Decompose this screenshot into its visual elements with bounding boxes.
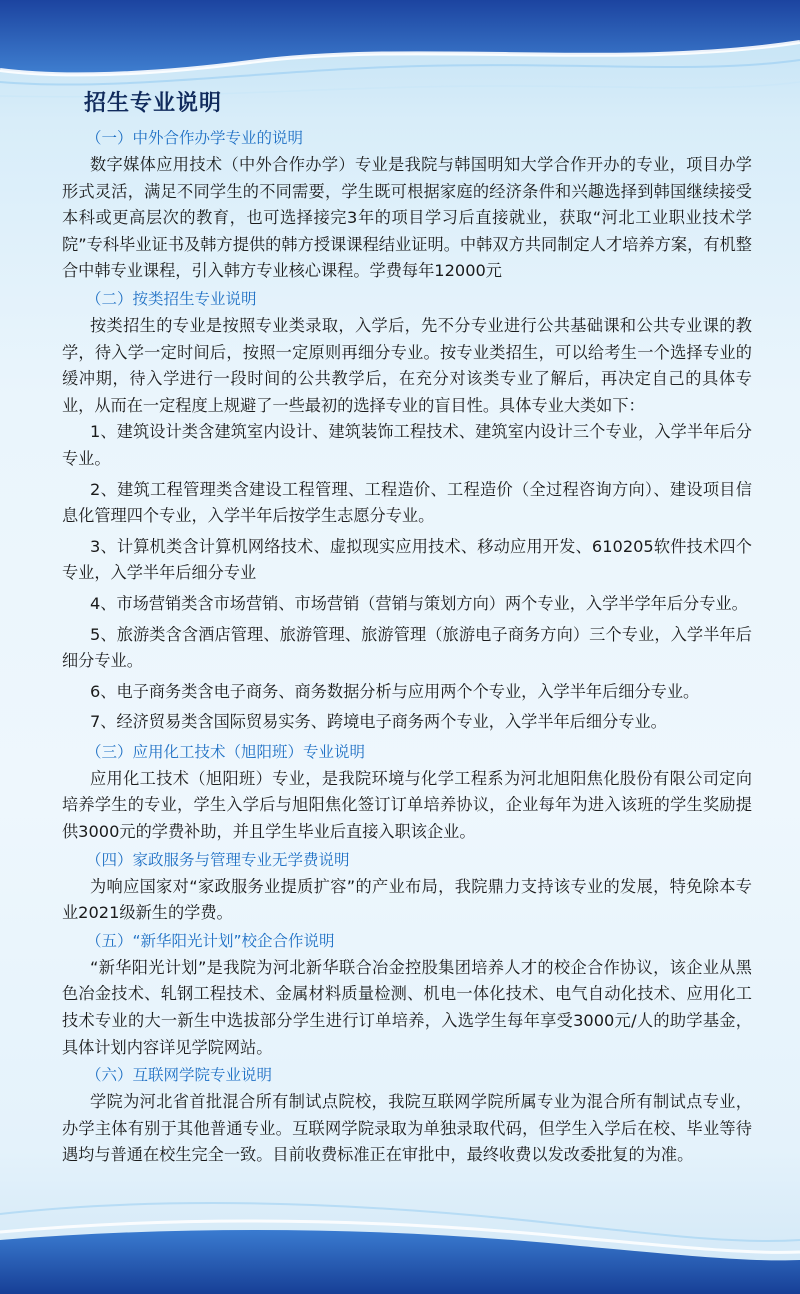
list-item: 2、建筑工程管理类含建设工程管理、工程造价、工程造价（全过程咨询方向）、建设项目信息化管理四个专业，入学半年后按学生志愿分专业。 — [62, 479, 752, 526]
section-5 — [62, 929, 752, 1061]
paragraph: “新华阳光计划”是我院为河北新华联合冶金控股集团培养人才的校企合作协议，该企业从黑色冶金技术、轧钢工程技术、金属材料质量检测、机电一体化技术、电气自动化技术、应用化工技术专业的大一新生中选拔部分学生进行订单培养，入选学生每年享受3000元/人的助学基金，具体计划内容详见学院网站。 — [62, 957, 752, 1057]
page-title: 招生专业说明 — [84, 91, 223, 116]
section-3 — [62, 740, 752, 846]
content-area — [62, 88, 752, 1169]
list-item: 1、建筑设计类含建筑室内设计、建筑装饰工程技术、建筑室内设计三个专业，入学半年后分专业。 — [62, 422, 752, 468]
list-item: 7、经济贸易类含国际贸易实务、跨境电子商务两个专业，入学半年后细分专业。 — [90, 712, 667, 732]
list-item: 3、计算机类含计算机网络技术、虚拟现实应用技术、移动应用开发、610205软件技术四个专业，入学半年后细分专业 — [62, 536, 752, 583]
paragraph: 学院为河北省首批混合所有制试点院校，我院互联网学院所属专业为混合所有制试点专业，办学主体有别于其他普通专业。互联网学院录取为单独录取代码，但学生入学后在校、毕业等待遇均与普通在校生完全一致。目前收费标准正在审批中，最终收费以发改委批复的为准。 — [62, 1092, 752, 1165]
paragraph: 为响应国家对“家政服务业提质扩容”的产业布局，我院鼎力支持该专业的发展，特免除本专业2021级新生的学费。 — [62, 876, 752, 923]
list-item: 5、旅游类含含酒店管理、旅游管理、旅游管理（旅游电子商务方向）三个专业，入学半年后细分专业。 — [62, 624, 752, 671]
section-heading: （三）应用化工技术（旭阳班）专业说明 — [86, 742, 366, 761]
bottom-wave-decoration — [0, 1174, 800, 1294]
paragraph: 应用化工技术（旭阳班）专业，是我院环境与化学工程系为河北旭阳焦化股份有限公司定向培养学生的专业，学生入学后与旭阳焦化签订订单培养协议，企业每年为进入该班的学生奖励提供3000元的学费补助，并且学生毕业后直接入职该企业。 — [62, 768, 752, 842]
section-1 — [62, 126, 752, 285]
list-item: 6、电子商务类含电子商务、商务数据分析与应用两个个专业，入学半年后细分专业。 — [90, 681, 700, 701]
paragraph: 按类招生的专业是按照专业类录取，入学后，先不分专业进行公共基础课和公共专业课的教学，待入学一定时间后，按照一定原则再细分专业。按专业类招生，可以给考生一个选择专业的缓冲期，待入学进行一段时间的公共教学后，在充分对该类专业了解后，再决定自己的具体专业，从而在一定程度上规避了一些最初的选择专业的盲目性。具体专业大类如下： — [62, 315, 752, 415]
section-6 — [62, 1063, 752, 1169]
paragraph: 数字媒体应用技术（中外合作办学）专业是我院与韩国明知大学合作开办的专业，项目办学形式灵活，满足不同学生的不同需要，学生既可根据家庭的经济条件和兴趣选择到韩国继续接受本科或更高层次的教育，也可选择接完3年的项目学习后直接就业，获取“河北工业职业技术学院”专科毕业证书及韩方提供的韩方授课课程结业证明。中韩双方共同制定人才培养方案，有机整合中韩专业课程，引入韩方专业核心课程。学费每年12000元 — [62, 155, 752, 281]
section-heading: （四）家政服务与管理专业无学费说明 — [86, 850, 350, 869]
list-item: 4、市场营销类含市场营销、市场营销（营销与策划方向）两个专业，入学半学年后分专业。 — [90, 593, 748, 613]
section-heading: （一）中外合作办学专业的说明 — [86, 129, 304, 147]
section-heading: （六）互联网学院专业说明 — [86, 1066, 273, 1085]
section-heading: （五）“新华阳光计划”校企合作说明 — [86, 931, 335, 950]
section-heading: （二）按类招生专业说明 — [86, 289, 257, 308]
section-4 — [62, 848, 752, 927]
section-2 — [62, 287, 752, 736]
